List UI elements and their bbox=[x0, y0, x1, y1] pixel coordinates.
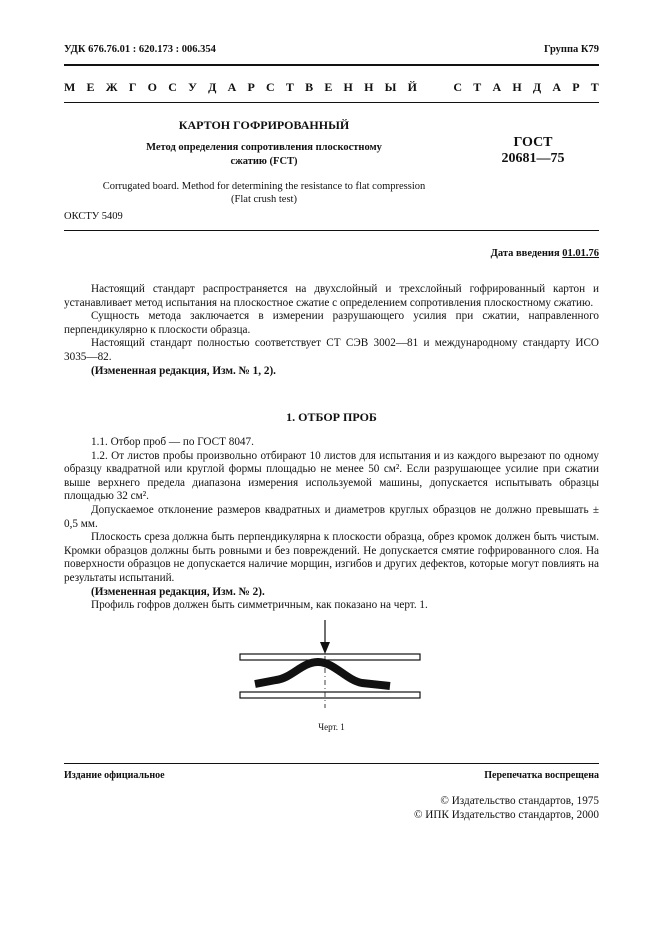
intro-paragraph: Сущность метода заключается в измерении разрушающего усилия при сжатии, направленного перпендикулярно к плоскости образца. bbox=[64, 310, 599, 336]
section-heading: 1. ОТБОР ПРОБ bbox=[286, 410, 377, 424]
document-subtitle: Метод определения сопротивления плоскостному сжатию (FCT) bbox=[146, 142, 382, 167]
udk-code: УДК 676.76.01 : 620.173 : 006.354 bbox=[64, 44, 216, 55]
gost-designation: ГОСТ 20681—75 bbox=[501, 135, 565, 166]
amendment-note: (Измененная редакция, Изм. № 1, 2). bbox=[91, 364, 276, 377]
clause: Профиль гофров должен быть симметричным, как показано на черт. 1. bbox=[91, 599, 428, 612]
introduction-date: Дата введения 01.01.76 bbox=[490, 248, 599, 259]
footer-rule bbox=[64, 763, 599, 764]
amendment-note: (Измененная редакция, Изм. № 2). bbox=[91, 585, 265, 598]
section-1-text bbox=[64, 436, 599, 613]
copyright-line: © Издательство стандартов, 1975 bbox=[440, 795, 599, 807]
interstate-standard-banner: М Е Ж Г О С У Д А Р С Т В Е Н Н Ы Й С Т А Н Д А Р Т bbox=[64, 80, 599, 94]
group-code: Группа К79 bbox=[543, 44, 599, 55]
figure-drawing bbox=[240, 620, 420, 708]
document-title: КАРТОН ГОФРИРОВАННЫЙ bbox=[178, 118, 350, 132]
copyright-line: © ИПК Издательство стандартов, 2000 bbox=[413, 809, 599, 821]
intro-text bbox=[64, 283, 599, 378]
load-arrow-head bbox=[320, 642, 330, 654]
lower-plate bbox=[240, 692, 420, 698]
corrugation-profile-figure bbox=[230, 610, 430, 715]
official-edition-label: Издание официальное bbox=[64, 770, 165, 781]
intro-paragraph: Настоящий стандарт распространяется на двухслойный и трехслойный гофрированный картон и устанавливает метод испытания на плоскостное сжатие с определением сопротивления плоскостному сжатию. bbox=[64, 283, 599, 309]
intro-paragraph: Настоящий стандарт полностью соответствует СТ СЭВ 3002—81 и международному стандарту ИСО 3035—82. bbox=[64, 337, 599, 363]
upper-plate bbox=[240, 654, 420, 660]
english-title: Corrugated board. Method for determining the resistance to flat compression (Flat crush test) bbox=[102, 181, 426, 205]
reprint-prohibited-label: Перепечатка воспрещена bbox=[484, 770, 599, 781]
figure-caption: Черт. 1 bbox=[318, 722, 345, 732]
corrugated-layer bbox=[255, 662, 390, 686]
clause: 1.1. Отбор проб — по ГОСТ 8047. bbox=[91, 436, 254, 448]
clause: Плоскость среза должна быть перпендикулярна к плоскости образца, обрез кромок должен быть чистым. Кромки образцов должны быть ровными и без повреждений. Не допускается смятие гофрированного слоя. На поверхности образцов не допускается наличие морщин, изгибов и других дефектов, которые могут повлиять на результаты испытаний. bbox=[64, 531, 599, 584]
okstu-rule bbox=[64, 230, 599, 231]
header-rule bbox=[64, 64, 599, 66]
clause: Допускаемое отклонение размеров квадратных и диаметров круглых образцов не должно превышать ± 0,5 мм. bbox=[64, 503, 599, 530]
banner-rule bbox=[64, 102, 599, 103]
clause: 1.2. От листов пробы произвольно отбирают 10 листов для испытания и из каждого вырезают по одному образцу квадратной или круглой формы площадью не менее 50 см². Если разрушающее усилие при сжатии выше верхнего предела диапазона измерения используемой машины, допускается испытывать образцы площадью 32 см². bbox=[64, 449, 599, 503]
okstu-code: ОКСТУ 5409 bbox=[64, 211, 123, 222]
